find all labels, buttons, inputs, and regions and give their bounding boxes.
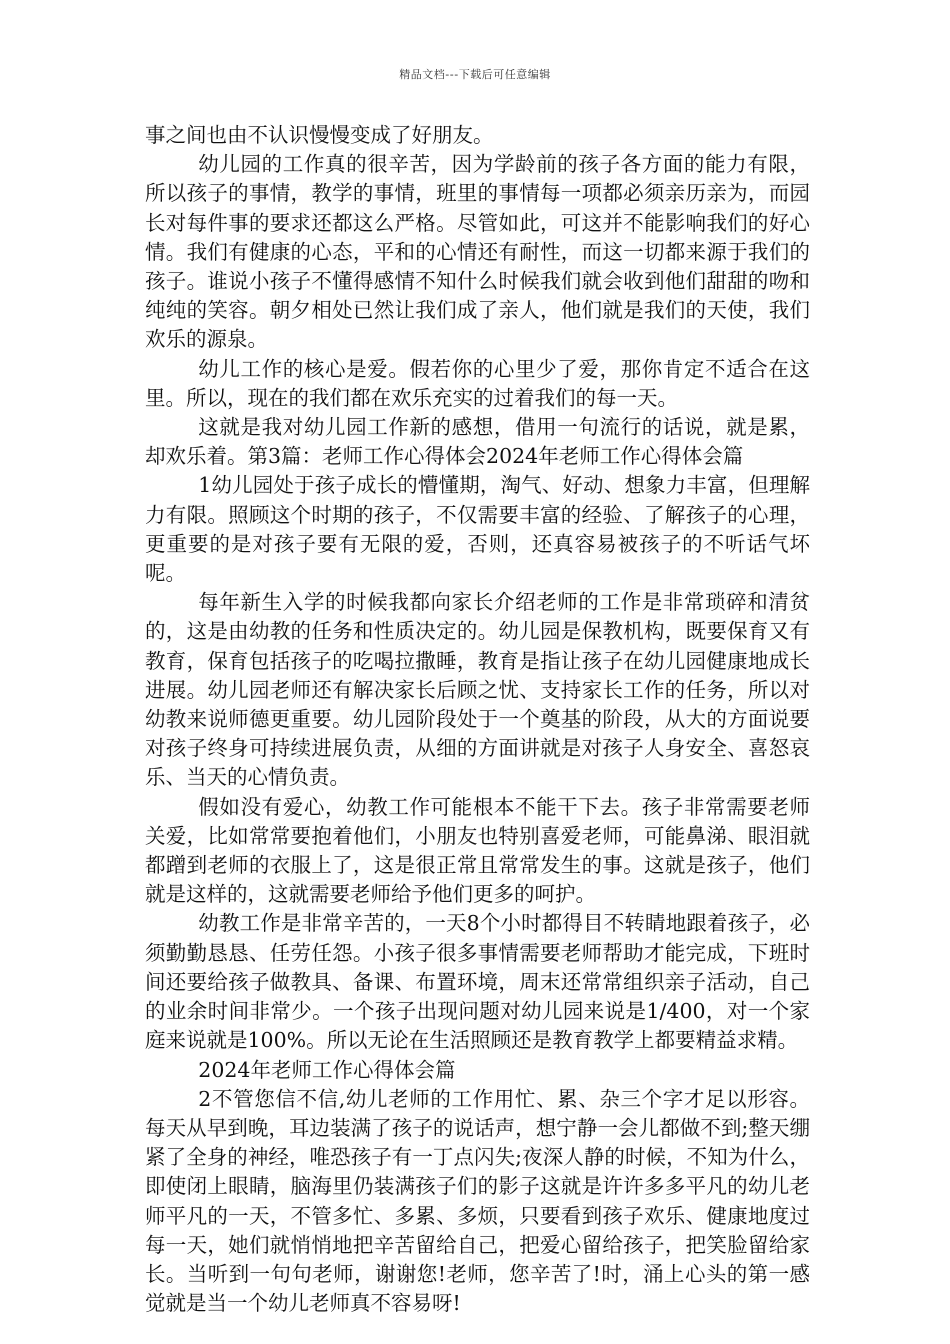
document-body — [145, 121, 810, 1318]
paragraph: 幼教工作是非常辛苦的，一天8个小时都得目不转睛地跟着孩子，必须勤勤恳恳、任劳任怨。小孩子很多事情需要老师帮助才能完成，下班时间还要给孩子做教具、备课、布置环境，周末还常常组织亲子活动，自己的业余时间非常少。一个孩子出现问题对幼儿园来说是1/400，对一个家庭来说就是100%。所以无论在生活照顾还是教育教学上都要精益求精。 — [145, 911, 810, 1053]
paragraph: 每年新生入学的时候我都向家长介绍老师的工作是非常琐碎和清贫的，这是由幼教的任务和性质决定的。幼儿园是保教机构，既要保育又有教育，保育包括孩子的吃喝拉撒睡，教育是指让孩子在幼儿园健康地成长进展。幼儿园老师还有解决家长后顾之忧、支持家长工作的任务，所以对幼教来说师德更重要。幼儿园阶段处于一个奠基的阶段，从大的方面说要对孩子终身可持续进展负责，从细的方面讲就是对孩子人身安全、喜怒哀乐、当天的心情负责。 — [145, 590, 810, 790]
paragraph: 幼儿工作的核心是爱。假若你的心里少了爱，那你肯定不适合在这里。所以，现在的我们都在欢乐充实的过着我们的每一天。 — [145, 356, 810, 410]
paragraph: 幼儿园的工作真的很辛苦，因为学龄前的孩子各方面的能力有限，所以孩子的事情，教学的事情，班里的事情每一项都必须亲历亲为，而园长对每件事的要求还都这么严格。尽管如此，可这并不能影响我们的好心情。我们有健康的心态，平和的心情还有耐性，而这一切都来源于我们的孩子。谁说小孩子不懂得感情不知什么时候我们就会收到他们甜甜的吻和纯纯的笑容。朝夕相处已然让我们成了亲人，他们就是我们的天使，我们欢乐的源泉。 — [145, 152, 810, 352]
section-heading: 2024年老师工作心得体会篇 — [198, 1057, 456, 1082]
paragraph: 2不管您信不信,幼儿老师的工作用忙、累、杂三个字才足以形容。每天从早到晚，耳边装满了孩子的说话声，想宁静一会儿都做不到;整天绷紧了全身的神经，唯恐孩子有一丁点闪失;夜深人静的时候，不知为什么，即使闭上眼睛，脑海里仍装满孩子们的影子这就是许许多多平凡的幼儿老师平凡的一天，不管多忙、多累、多烦，只要看到孩子欢乐、健康地度过每一天，她们就悄悄地把辛苦留给自己，把爱心留给孩子，把笑脸留给家长。当听到一句句老师，谢谢您!老师，您辛苦了!时，涌上心头的第一感觉就是当一个幼儿老师真不容易呀! — [145, 1086, 810, 1316]
page-header: 精品文档---下载后可任意编辑 — [399, 68, 551, 81]
paragraph: 事之间也由不认识慢慢变成了好朋友。 — [145, 123, 494, 147]
paragraph: 这就是我对幼儿园工作新的感想，借用一句流行的话说，就是累，却欢乐着。第3篇：老师工作心得体会2024年老师工作心得体会篇 — [145, 415, 810, 469]
paragraph: 1幼儿园处于孩子成长的懵懂期，淘气、好动、想象力丰富，但理解力有限。照顾这个时期的孩子，不仅需要丰富的经验、了解孩子的心理，更重要的是对孩子要有无限的爱，否则，还真容易被孩子的不听话气坏呢。 — [145, 473, 810, 586]
paragraph: 假如没有爱心，幼教工作可能根本不能干下去。孩子非常需要老师关爱，比如常常要抱着他们，小朋友也特别喜爱老师，可能鼻涕、眼泪就都蹭到老师的衣服上了，这是很正常且常常发生的事。这就是孩子，他们就是这样的，这就需要老师给予他们更多的呵护。 — [145, 794, 810, 907]
